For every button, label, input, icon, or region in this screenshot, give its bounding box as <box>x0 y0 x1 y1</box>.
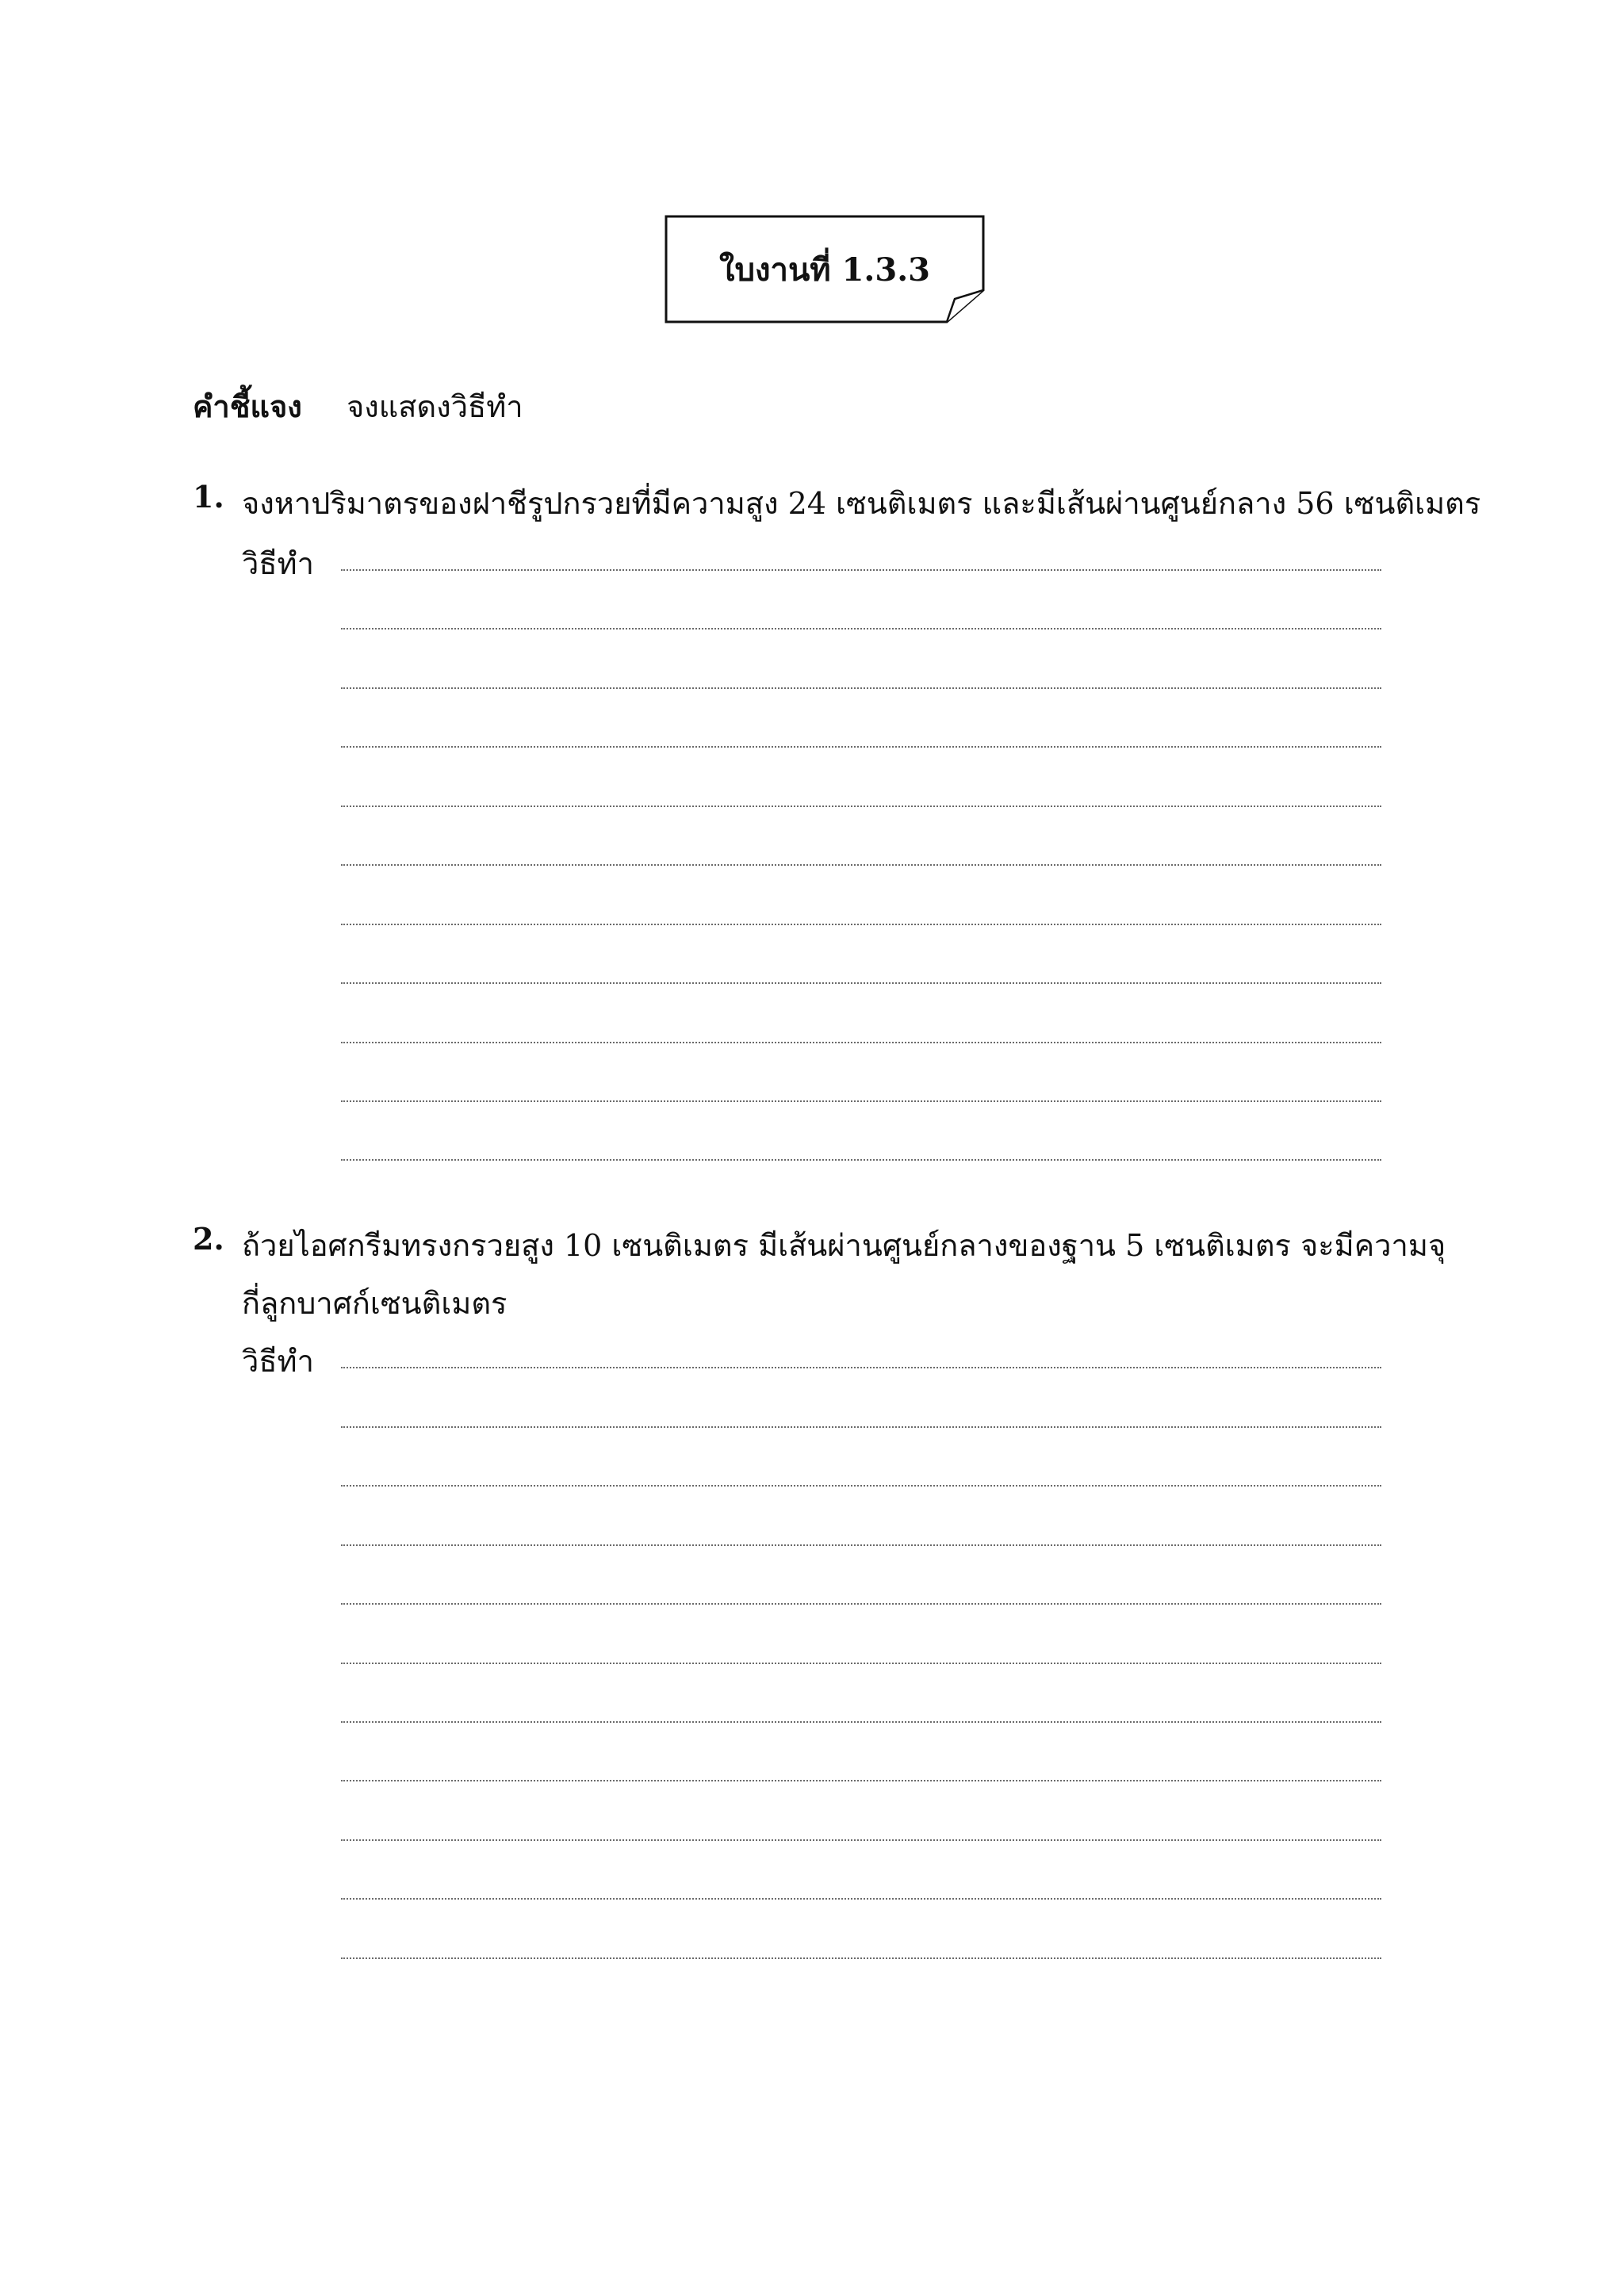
question-2-method-label: วิธีทำ <box>242 1344 314 1379</box>
question-2-answer-line[interactable] <box>341 1957 1381 1959</box>
directions-text: จงแสดงวิธีทำ <box>346 389 523 424</box>
question-2-answer-line[interactable] <box>341 1898 1381 1900</box>
question-2-answer-line[interactable] <box>341 1603 1381 1605</box>
question-2-answer-line[interactable] <box>341 1485 1381 1487</box>
question-2-text-line-1: ถ้วยไอศกรีมทรงกรวยสูง 10 เซนติเมตร มีเส้นผ่านศูนย์กลางของฐาน 5 เซนติเมตร จะมีความจุ <box>242 1228 1446 1263</box>
worksheet-title-box <box>665 215 985 323</box>
question-2-text-line-2: กี่ลูกบาศก์เซนติเมตร <box>242 1286 508 1321</box>
question-2-answer-line[interactable] <box>341 1367 1381 1368</box>
question-2-answer-line[interactable] <box>341 1426 1381 1428</box>
question-1-answer-line[interactable] <box>341 806 1381 807</box>
question-2-answer-line[interactable] <box>341 1839 1381 1841</box>
directions-label: คำชี้แจง <box>193 388 302 424</box>
question-1-answer-line[interactable] <box>341 1042 1381 1043</box>
question-1-answer-line[interactable] <box>341 864 1381 866</box>
question-2-answer-line[interactable] <box>341 1544 1381 1546</box>
question-2-answer-line[interactable] <box>341 1721 1381 1723</box>
question-1-answer-line[interactable] <box>341 1159 1381 1161</box>
question-2-answer-line[interactable] <box>341 1780 1381 1781</box>
question-1-method-label: วิธีทำ <box>242 546 314 581</box>
question-1-answer-line[interactable] <box>341 982 1381 984</box>
worksheet-title: ใบงานที่ 1.3.3 <box>719 251 930 289</box>
question-2-answer-line[interactable] <box>341 1663 1381 1664</box>
question-1-answer-line[interactable] <box>341 628 1381 629</box>
question-1-answer-line[interactable] <box>341 687 1381 689</box>
directions <box>193 382 523 430</box>
question-1-text: จงหาปริมาตรของฝาชีรูปกรวยที่มีความสูง 24 เซนติเมตร และมีเส้นผ่านศูนย์กลาง 56 เซนติเมตร <box>242 486 1481 521</box>
question-2-number: 2. <box>193 1221 224 1257</box>
question-1-answer-line[interactable] <box>341 1100 1381 1102</box>
question-1-answer-line[interactable] <box>341 746 1381 748</box>
question-1-answer-line[interactable] <box>341 924 1381 925</box>
question-1-number: 1. <box>193 479 224 515</box>
question-1-answer-line[interactable] <box>341 569 1381 571</box>
